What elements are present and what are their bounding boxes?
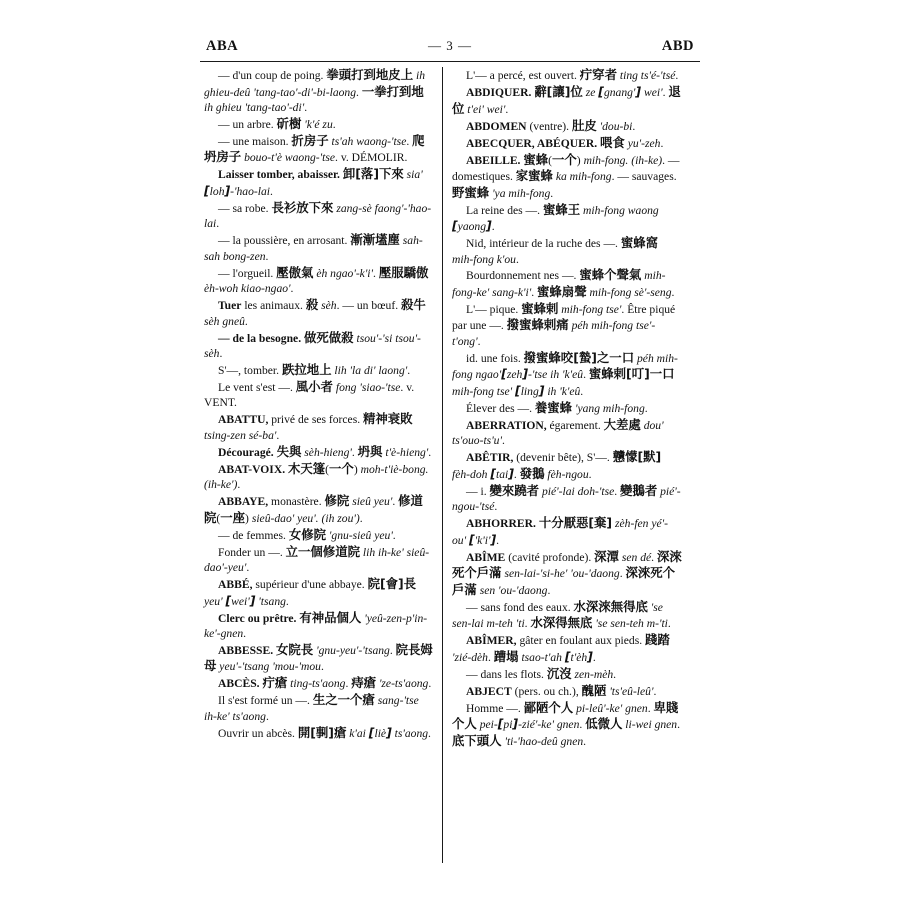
dictionary-entry: ABATTU, privé de ses forces. 精神衰敗 tsing-zen sé-ba'. [204, 411, 413, 442]
dictionary-entry: ABÎME (cavité profonde). 深潭 sen dé. 深淶死个戶滿 sen-lai-'si-he' 'ou-'daong. 深淶死个戶滿 sen 'ou-'daong. [452, 548, 682, 597]
dictionary-entry: — d'un coup de poing. 拳頭打到地皮上 ih ghieu-deû 'tang-tao'-di'-bi-laong. 一拳打到地 ih ghieu 'tang-tao'-di'. [204, 67, 426, 114]
dictionary-entry: Tuer les animaux. 殺 sèh. — un bœuf. 殺牛 sèh gneû. [204, 297, 426, 328]
dictionary-entry: — de femmes. 女修院 'gnu-sieû yeu'. [218, 526, 396, 542]
dictionary-entry: ABJECT (pers. ou ch.), 醜陋 'ts'eû-leû'. [466, 682, 657, 698]
column-left [200, 67, 443, 863]
dictionary-entry: ABCÈS. 疔瘡 ting-ts'aong. 痔瘡 'ze-ts'aong. [218, 675, 432, 691]
dictionary-entry: — sa robe. 長衫放下來 zang-sè faong'-'hao-lai. [204, 199, 432, 231]
dictionary-entry: Il s'est formé un —. 生之一个瘡 sang-'tse ih-ke' ts'aong. [204, 692, 419, 723]
dictionary-entry: ABÊTIR, (devenir bête), S'—. 戇懞[默] fèh-doh [tai]. 發鵝 fèh-ngou. [452, 449, 662, 481]
dictionary-entry: — i. 變來蹺者 pié'-lai doh-'tse. 變鵝者 pié'-ngou-'tsé. [452, 482, 681, 514]
dictionary-entry: — l'orgueil. 壓傲氣 èh ngao'-k'i'. 壓服驕傲 èh-woh kiao-ngao'. [204, 264, 429, 296]
dictionary-entry: Nid, intérieur de la ruche des —. 蜜蜂窩 mih-fong k'ou. [452, 235, 659, 266]
page-content [200, 38, 700, 868]
dictionary-entry: ABHORRER. 十分厭惡[棄] zèh-fen yé'-ou' ['k'i']. [452, 515, 669, 547]
header-rule [200, 61, 700, 62]
dictionary-entry: — sans fond des eaux. 水深淶無得底 'se sen-lai m-teh 'ti. 水深得無底 'se sen-teh m-'ti. [452, 598, 671, 631]
dictionary-entry: Laisser tomber, abaisser. 卸[落]下來 sia' [loh]-'hao-lai. [204, 166, 423, 198]
column-right [443, 67, 686, 863]
dictionary-entry: — la poussière, en arrosant. 漸漸壒塵 sah-sah bong-zen. [204, 232, 423, 263]
dictionary-entry: — dans les flots. 沉沒 zen-mèh. [466, 665, 617, 681]
dictionary-entry: id. une fois. 撥蜜蜂咬[蟄]之一口 péh mih-fong ngao'[zeh]-'tse ih 'k'eû. 蜜蜂剌[叮]一口 mih-fong tse' [ling] ih 'k'eû. [452, 349, 678, 398]
running-head-left: ABA [206, 38, 239, 54]
folio-number: — 3 — [428, 38, 472, 53]
dictionary-entry: Élever des —. 養蜜蜂 'yang mih-fong. [466, 399, 648, 415]
dictionary-entry: ABBESSE. 女院長 'gnu-yeu'-'tsang. 院長姆母 yeu'-'tsang 'mou-'mou. [204, 641, 433, 674]
dictionary-entry: ABÎMER, gâter en foulant aux pieds. 踐踏 'zié-dèh. 蹧塌 tsao-t'ah [t'èh]. [452, 632, 670, 664]
dictionary-entry: S'—, tomber. 跌拉地上 lih 'la di' laong'. [218, 361, 411, 377]
dictionary-entry: — de la besogne. 做死做殺 tsou'-'si tsou'-sèh. [204, 329, 421, 361]
dictionary-entry: ABBAYE, monastère. 修院 sieû yeu'. 修道院(一座) sieû-dao' yeu'. (ih zou'). [204, 493, 423, 525]
dictionary-entry: ABECQUER, ABÉQUER. 喂食 yu'-zeh. [466, 134, 664, 150]
dictionary-entry: Bourdonnement nes —. 蜜蜂个聲氣 mih-fong-ke' sang-k'i'. 蜜蜂扇聲 mih-fong sè'-seng. [452, 267, 675, 299]
running-head [200, 38, 700, 61]
dictionary-entry: Fonder un —. 立一個修道院 lih ih-ke' sieû-dao'-yeu'. [204, 543, 430, 575]
dictionary-entry: Clerc ou prêtre. 有神品個人 'yeû-zen-p'in-ke'-gnen. [204, 609, 428, 641]
dictionary-entry: L'— pique. 蜜蜂剌 mih-fong tse'. Être piqué par une —. 撥蜜蜂剌痛 péh mih-fong tse'-t'ong'. [452, 300, 676, 348]
dictionary-entry: Découragé. 失與 sèh-hieng'. 坍與 t'è-hieng'. [218, 443, 432, 459]
dictionary-entry: L'— a percé, est ouvert. 疔穿者 ting ts'é-'tsé. [466, 67, 679, 82]
dictionary-entry: La reine des —. 蜜蜂王 mih-fong waong [yaong]. [452, 201, 659, 233]
running-head-right: ABD [661, 38, 694, 54]
dictionary-entry: ABEILLE. 蜜蜂(一个) mih-fong. (ih-ke). — domestiques. 家蜜蜂 ka mih-fong. — sauvages. 野蜜蜂 'ya mih-fong. [452, 151, 680, 200]
dictionary-entry: ABAT-VOIX. 木天篷(一个) moh-t'iè-bong. (ih-ke'). [204, 460, 429, 492]
columns-wrapper [200, 67, 700, 863]
dictionary-entry: ABBÉ, supérieur d'une abbaye. 院[會]長 yeu' [wei'] 'tsang. [204, 576, 417, 608]
dictionary-entry: — un arbre. 斫樹 'k'é zu. [218, 115, 336, 131]
dictionary-entry: — une maison. 折房子 ts'ah waong-'tse. 爬坍房子 bouo-t'è waong-'tse. v. DÉMOLIR. [204, 132, 425, 165]
dictionary-entry: ABDIQUER. 辭[讓]位 ze [gnang'] wei'. 退位 t'ei' wei'. [452, 84, 681, 116]
dictionary-entry: ABDOMEN (ventre). 肚皮 'dou-bi. [466, 117, 636, 133]
dictionary-entry: ABERRATION, égarement. 大差處 dou' ts'ouo-ts'u'. [452, 416, 664, 448]
dictionary-entry: Homme —. 鄙陋个人 pi-leû'-ke' gnen. 卑賤个人 pei-[pi]-zié'-ke' gnen. 低微人 li-wei gnen. 底下頭人 'ti-'hao-deû gnen. [452, 699, 681, 748]
dictionary-entry: Le vent s'est —. 風小者 fong 'siao-'tse. v. VENT. [204, 378, 415, 410]
dictionary-entry: Ouvrir un abcès. 開[剚]瘡 k'ai [liè] ts'aong. [218, 724, 431, 740]
